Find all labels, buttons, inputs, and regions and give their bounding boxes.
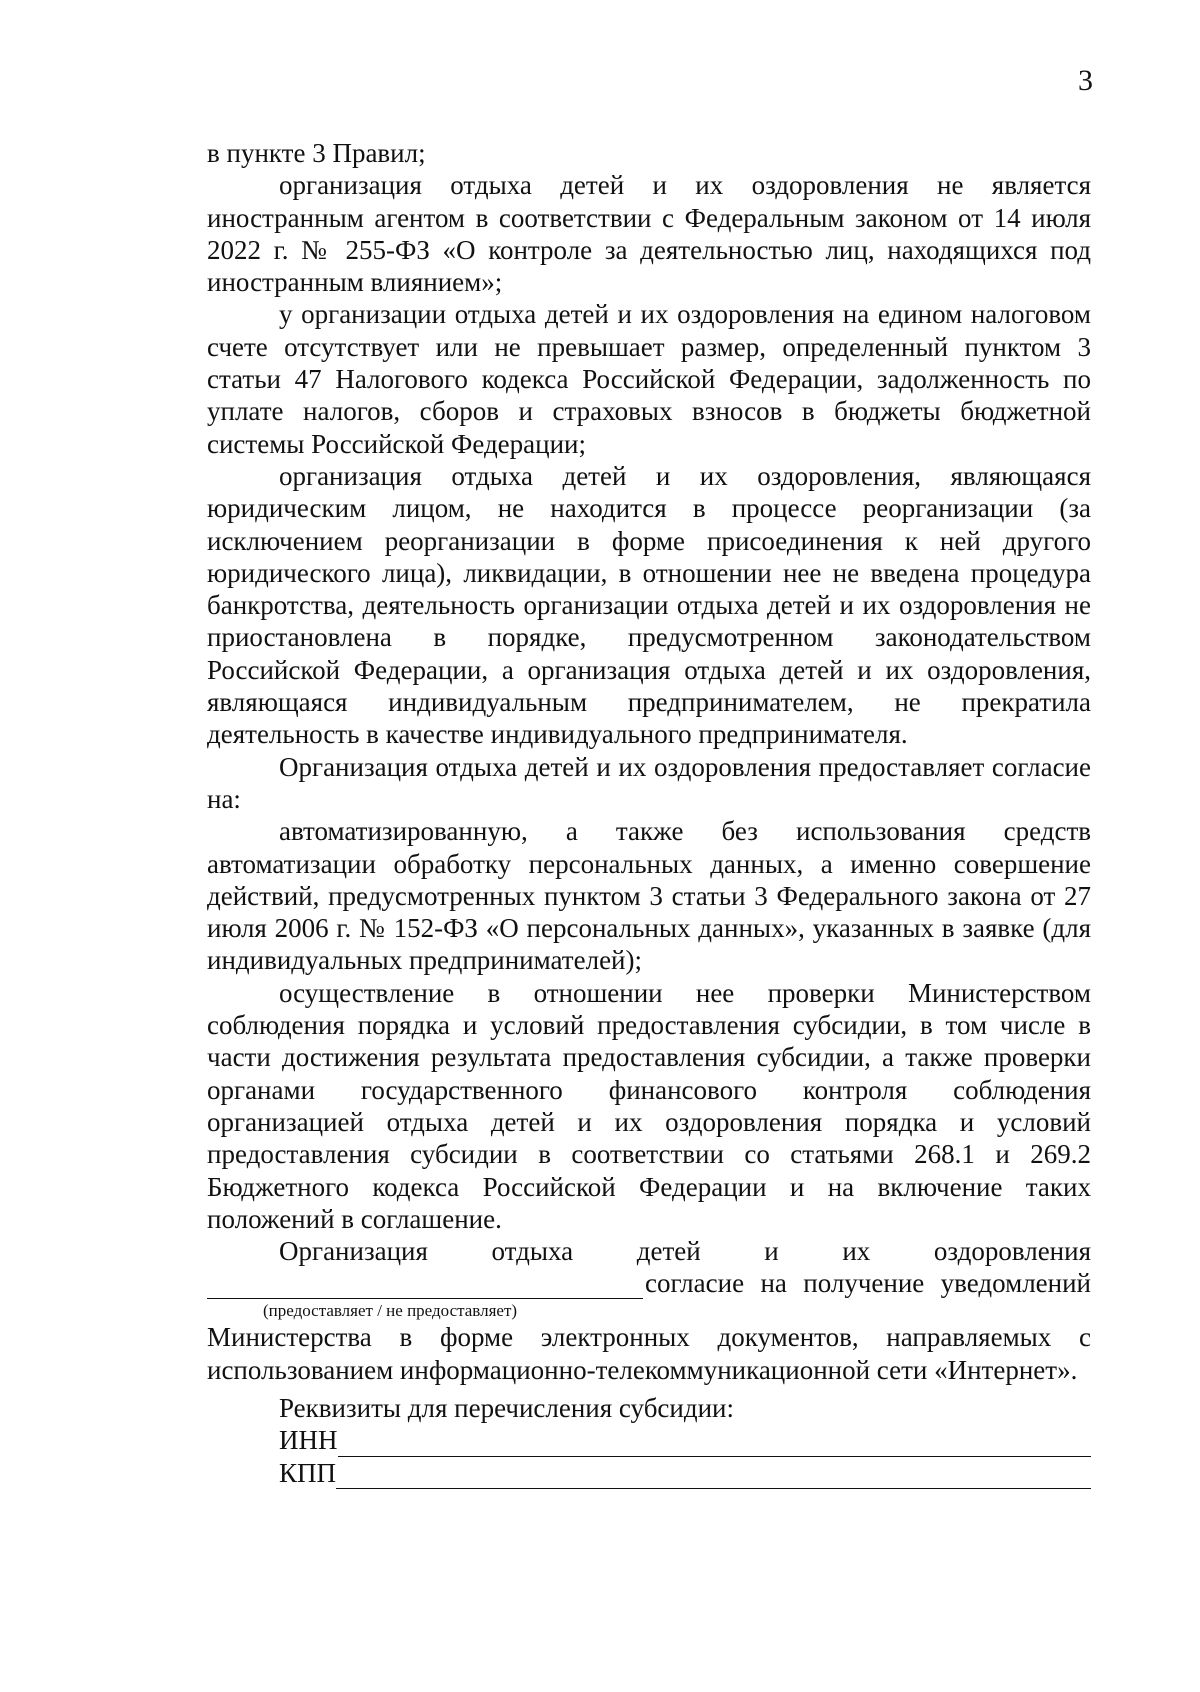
page-number: 3: [1078, 64, 1093, 97]
kpp-label: КПП: [279, 1457, 337, 1488]
inn-label: ИНН: [279, 1425, 338, 1456]
kpp-line: [207, 1457, 1091, 1489]
inn-blank-field[interactable]: [338, 1431, 1092, 1457]
notification-consent-block: [207, 1235, 1091, 1386]
kpp-blank-field[interactable]: [336, 1463, 1091, 1489]
consent-caption: (предоставляет / не предоставляет): [263, 1301, 518, 1321]
consent-line-rest: согласие на получение уведомлений: [645, 1268, 1091, 1299]
paragraph-rules-reference: в пункте 3 Правил;: [207, 138, 426, 168]
paragraph-consent-intro: Организация отдыха детей и их оздоровления предоставляет согласие на:: [207, 751, 1091, 814]
paragraph-personal-data: автоматизированную, а также без использования средств автоматизации обработку персональных данных, а именно совершение действий, предусмотренных пунктом 3 статьи 3 Федерального закона от 27 июля 2006 г. № 152-ФЗ «О персональных данных», указанных в заявке (для индивидуальных предпринимателей);: [207, 816, 1091, 976]
consent-line-organization: Организация отдыха детей и их оздоровления: [279, 1236, 1091, 1267]
requisites-title: Реквизиты для перечисления субсидии:: [279, 1392, 735, 1423]
paragraph-foreign-agent: организация отдыха детей и их оздоровления не является иностранным агентом в соответствии с Федеральным законом от 14 июля 2022 г. № 255-ФЗ «О контроле за деятельностью лиц, находящихся под иностранным влиянием»;: [207, 170, 1091, 298]
consent-continuation: Министерства в форме электронных документов, направляемых с использованием информационно-телекоммуникационной сети «Интернет».: [207, 1322, 1091, 1385]
paragraph-reorganization: организация отдыха детей и их оздоровления, являющаяся юридическим лицом, не находится в процессе реорганизации (за исключением реорганизации в форме присоединения к ней другого юридического лица), ликвидации, в отношении нее не введена процедура банкротства, деятельность организации отдыха детей и их оздоровления не приостановлена в порядке, предусмотренном законодательством Российской Федерации, а организация отдыха детей и их оздоровления, являющаяся индивидуальным предпринимателем, не прекратила деятельность в качестве индивидуального предпринимателя.: [207, 460, 1091, 750]
inn-line: [207, 1424, 1091, 1456]
consent-blank-field[interactable]: [207, 1272, 643, 1299]
consent-fill-line: [207, 1267, 1091, 1299]
paragraph-tax-debt: у организации отдыха детей и их оздоровления на едином налоговом счете отсутствует или не превышает размер, определенный пунктом 3 статьи 47 Налогового кодекса Российской Федерации, задолженность по уплате налогов, сборов и страховых взносов в бюджеты бюджетной системы Российской Федерации;: [207, 299, 1091, 459]
paragraph-inspection: осуществление в отношении нее проверки Министерством соблюдения порядка и условий предоставления субсидии, в том числе в части достижения результата предоставления субсидии, а также проверки органами государственного финансового контроля соблюдения организацией отдыха детей и их оздоровления порядка и условий предоставления субсидии в соответствии со статьями 268.1 и 269.2 Бюджетного кодекса Российской Федерации и на включение таких положений в соглашение.: [207, 977, 1091, 1234]
document-body: [207, 137, 1091, 1489]
